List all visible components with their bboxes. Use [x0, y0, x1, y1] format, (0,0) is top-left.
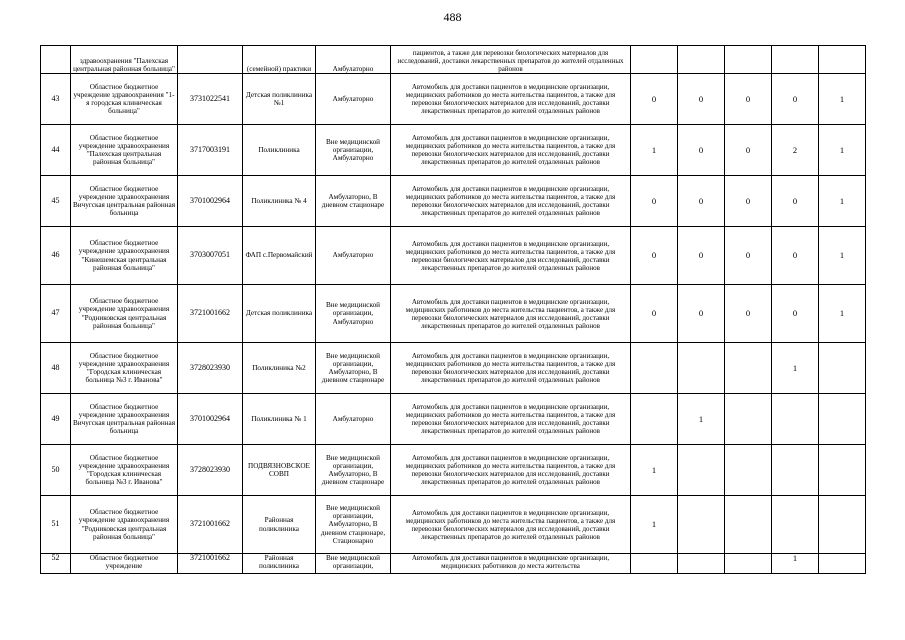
- count-col-2: [678, 496, 725, 554]
- table-row: [41, 176, 866, 227]
- subdivision-name: Поликлиника №2: [243, 343, 316, 394]
- organization-name: Областное бюджетное учреждение здравоохранения "Родниковская центральная районная больница": [71, 496, 178, 554]
- row-number: 52: [41, 554, 71, 574]
- inn-code: 3701002964: [178, 176, 243, 227]
- vehicle-registry-table: [40, 45, 866, 574]
- inn-code: 3717003191: [178, 125, 243, 176]
- care-conditions: Вне медицинской организации,: [316, 554, 391, 574]
- count-col-3: 0: [725, 227, 772, 285]
- count-col-5: 1: [819, 227, 866, 285]
- subdivision-name: Поликлиника № 1: [243, 394, 316, 445]
- vehicle-purpose: Автомобиль для доставки пациентов в медицинские организации, медицинских работников до места жительства пациентов, а также для перевозки биологических материалов для исследований, доставки лекарственных препаратов до жителей отдаленных районов: [391, 227, 631, 285]
- count-col-2: [678, 445, 725, 496]
- count-col-1: [631, 394, 678, 445]
- count-col-3: [725, 554, 772, 574]
- count-col-5: [819, 445, 866, 496]
- count-col-3: 0: [725, 74, 772, 125]
- count-col-5: 1: [819, 176, 866, 227]
- count-col-4: 1: [772, 554, 819, 574]
- care-conditions: Вне медицинской организации, Амбулаторно, В дневном стационаре, Стационарно: [316, 496, 391, 554]
- vehicle-purpose: Автомобиль для доставки пациентов в медицинские организации, медицинских работников до места жительства пациентов, а также для перевозки биологических материалов для исследований, доставки лекарственных препаратов до жителей отдаленных районов: [391, 496, 631, 554]
- care-conditions: Амбулаторно: [316, 227, 391, 285]
- row-number: [41, 46, 71, 74]
- count-col-1: 1: [631, 125, 678, 176]
- count-col-1: 1: [631, 496, 678, 554]
- subdivision-name: Поликлиника: [243, 125, 316, 176]
- inn-code: 3721001662: [178, 285, 243, 343]
- table-row: [41, 496, 866, 554]
- row-number: 51: [41, 496, 71, 554]
- count-col-3: 0: [725, 176, 772, 227]
- organization-name: Областное бюджетное учреждение здравоохранения "Городская клиническая больница №3 г. Иванова": [71, 343, 178, 394]
- care-conditions: Амбулаторно: [316, 46, 391, 74]
- count-col-2: 1: [678, 394, 725, 445]
- count-col-1: [631, 554, 678, 574]
- count-col-1: 0: [631, 176, 678, 227]
- count-col-2: 0: [678, 227, 725, 285]
- count-col-5: 1: [819, 285, 866, 343]
- count-col-4: 0: [772, 285, 819, 343]
- count-col-4: 0: [772, 74, 819, 125]
- table-row: [41, 394, 866, 445]
- count-col-4: [772, 496, 819, 554]
- count-col-5: [819, 554, 866, 574]
- count-col-3: [725, 496, 772, 554]
- count-col-1: 0: [631, 74, 678, 125]
- vehicle-purpose: Автомобиль для доставки пациентов в медицинские организации, медицинских работников до места жительства пациентов, а также для перевозки биологических материалов для исследований, доставки лекарственных препаратов до жителей отдаленных районов: [391, 74, 631, 125]
- table-row: [41, 554, 866, 574]
- care-conditions: Вне медицинской организации, Амбулаторно: [316, 285, 391, 343]
- page-number: 488: [443, 10, 462, 24]
- inn-code: 3721001662: [178, 554, 243, 574]
- count-col-4: 0: [772, 176, 819, 227]
- count-col-5: [819, 46, 866, 74]
- count-col-5: [819, 394, 866, 445]
- organization-name: Областное бюджетное учреждение здравоохранения "Родниковская центральная районная больница": [71, 285, 178, 343]
- count-col-2: [678, 343, 725, 394]
- count-col-4: [772, 46, 819, 74]
- organization-name: Областное бюджетное учреждение здравоохранения "Городская клиническая больница №3 г. Иванова": [71, 445, 178, 496]
- vehicle-purpose: Автомобиль для доставки пациентов в медицинские организации, медицинских работников до места жительства пациентов, а также для перевозки биологических материалов для исследований, доставки лекарственных препаратов до жителей отдаленных районов: [391, 394, 631, 445]
- vehicle-purpose: Автомобиль для доставки пациентов в медицинские организации, медицинских работников до места жительства пациентов, а также для перевозки биологических материалов для исследований, доставки лекарственных препаратов до жителей отдаленных районов: [391, 445, 631, 496]
- vehicle-purpose: Автомобиль для доставки пациентов в медицинские организации, медицинских работников до места жительства пациентов, а также для перевозки биологических материалов для исследований, доставки лекарственных препаратов до жителей отдаленных районов: [391, 343, 631, 394]
- subdivision-name: Районная поликлиника: [243, 496, 316, 554]
- organization-name: Областное бюджетное учреждение здравоохранения "1-я городская клиническая больница": [71, 74, 178, 125]
- row-number: 47: [41, 285, 71, 343]
- subdivision-name: ПОДВЯЗНОВСКОЕ СОВП: [243, 445, 316, 496]
- count-col-1: 0: [631, 227, 678, 285]
- organization-name: Областное бюджетное учреждение здравоохранения "Палехская центральная районная больница": [71, 125, 178, 176]
- care-conditions: Амбулаторно, В дневном стационаре: [316, 176, 391, 227]
- count-col-1: 1: [631, 445, 678, 496]
- row-number: 49: [41, 394, 71, 445]
- count-col-1: 0: [631, 285, 678, 343]
- count-col-3: 0: [725, 285, 772, 343]
- count-col-2: [678, 554, 725, 574]
- organization-name: здравоохранения "Палехская центральная районная больница": [71, 46, 178, 74]
- vehicle-purpose: Автомобиль для доставки пациентов в медицинские организации, медицинских работников до места жительства пациентов, а также для перевозки биологических материалов для исследований, доставки лекарственных препаратов до жителей отдаленных районов: [391, 125, 631, 176]
- subdivision-name: Детская поликлиника: [243, 285, 316, 343]
- count-col-1: [631, 343, 678, 394]
- count-col-2: 0: [678, 125, 725, 176]
- count-col-5: 1: [819, 125, 866, 176]
- count-col-5: [819, 343, 866, 394]
- organization-name: Областное бюджетное учреждение здравоохранения Вичугская центральная районная больница: [71, 176, 178, 227]
- count-col-3: [725, 343, 772, 394]
- subdivision-name: Детская поликлиника №1: [243, 74, 316, 125]
- count-col-2: 0: [678, 74, 725, 125]
- inn-code: 3731022541: [178, 74, 243, 125]
- count-col-3: 0: [725, 125, 772, 176]
- row-number: 48: [41, 343, 71, 394]
- vehicle-purpose: пациентов, а также для перевозки биологических материалов для исследований, доставки лекарственных препаратов до жителей отдаленных районов: [391, 46, 631, 74]
- count-col-4: 2: [772, 125, 819, 176]
- organization-name: Областное бюджетное учреждение: [71, 554, 178, 574]
- count-col-3: [725, 46, 772, 74]
- table-row: [41, 74, 866, 125]
- vehicle-purpose: Автомобиль для доставки пациентов в медицинские организации, медицинских работников до места жительства пациентов, а также для перевозки биологических материалов для исследований, доставки лекарственных препаратов до жителей отдаленных районов: [391, 176, 631, 227]
- inn-code: 3728023930: [178, 343, 243, 394]
- count-col-3: [725, 394, 772, 445]
- row-number: 43: [41, 74, 71, 125]
- table-row: [41, 125, 866, 176]
- count-col-3: [725, 445, 772, 496]
- inn-code: 3728023930: [178, 445, 243, 496]
- table-row: [41, 285, 866, 343]
- inn-code: 3703007051: [178, 227, 243, 285]
- count-col-4: 1: [772, 343, 819, 394]
- subdivision-name: Поликлиника № 4: [243, 176, 316, 227]
- table-row: [41, 343, 866, 394]
- count-col-2: [678, 46, 725, 74]
- row-number: 44: [41, 125, 71, 176]
- count-col-1: [631, 46, 678, 74]
- count-col-5: [819, 496, 866, 554]
- vehicle-purpose: Автомобиль для доставки пациентов в медицинские организации, медицинских работников до места жительства пациентов, а также для перевозки биологических материалов для исследований, доставки лекарственных препаратов до жителей отдаленных районов: [391, 285, 631, 343]
- count-col-2: 0: [678, 176, 725, 227]
- inn-code: [178, 46, 243, 74]
- care-conditions: Вне медицинской организации, Амбулаторно, В дневном стационаре: [316, 343, 391, 394]
- count-col-5: 1: [819, 74, 866, 125]
- care-conditions: Вне медицинской организации, Амбулаторно: [316, 125, 391, 176]
- count-col-2: 0: [678, 285, 725, 343]
- row-number: 46: [41, 227, 71, 285]
- subdivision-name: ФАП с.Первомайский: [243, 227, 316, 285]
- vehicle-purpose: Автомобиль для доставки пациентов в медицинские организации, медицинских работников до места жительства: [391, 554, 631, 574]
- row-number: 45: [41, 176, 71, 227]
- inn-code: 3721001662: [178, 496, 243, 554]
- organization-name: Областное бюджетное учреждение здравоохранения "Кинешемская центральная районная больница": [71, 227, 178, 285]
- care-conditions: Амбулаторно: [316, 394, 391, 445]
- count-col-4: 0: [772, 227, 819, 285]
- count-col-4: [772, 445, 819, 496]
- organization-name: Областное бюджетное учреждение здравоохранения Вичугская центральная районная больница: [71, 394, 178, 445]
- table-row: [41, 445, 866, 496]
- table-row: [41, 46, 866, 74]
- inn-code: 3701002964: [178, 394, 243, 445]
- count-col-4: [772, 394, 819, 445]
- subdivision-name: (семейной) практики: [243, 46, 316, 74]
- care-conditions: Вне медицинской организации, Амбулаторно, В дневном стационаре: [316, 445, 391, 496]
- care-conditions: Амбулаторно: [316, 74, 391, 125]
- subdivision-name: Районная поликлиника: [243, 554, 316, 574]
- row-number: 50: [41, 445, 71, 496]
- table-row: [41, 227, 866, 285]
